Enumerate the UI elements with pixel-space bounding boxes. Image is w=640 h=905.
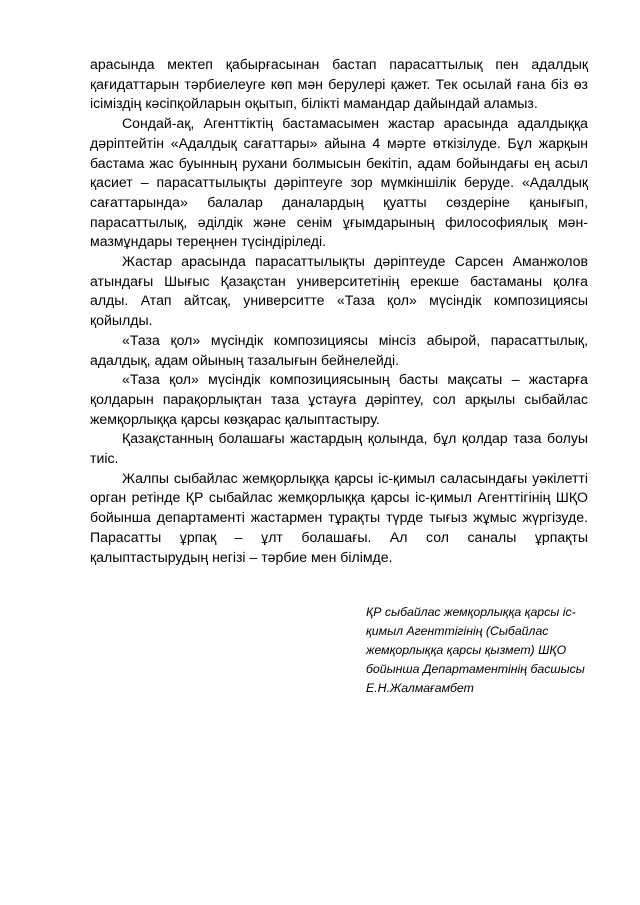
paragraph-continuation: арасында мектеп қабырғасынан бастап парасаттылық пен адалдық қағидаттарын тәрбиелеуге көп мән берулері қажет. Тек осылай ғана біз өз ісіміздің кәсіпқойларын оқытып, білікті мамандар дайындай аламыз. [90,56,588,112]
paragraph-composition-meaning: «Таза қол» мүсіндік композициясы мінсіз абырой, парасаттылық, адалдық, адам ойының тазалығын бейнелейді. [90,331,588,368]
paragraph-integrity-hours: Сондай-ақ, Агенттіктің бастамасымен жастар арасында адалдыққа дәріптейтін «Адалдық сағаттары» айына 4 мәрте өткізілуде. Бұл жарқын бастама жас буынның рухани болмысын бекітіп, адам бойындағы ең асыл қасиет – парасаттылықты дәріптеуге зор мүмкіншілік беруде. «Адалдық сағаттарында» балалар даналардың қуатты сөздеріне қанығып, парасаттылық, әділдік және сенім ұғымдарының философиялық мән-мазмұндары тереңнен түсіндіріледі. [90,115,588,250]
paragraph-future: Қазақстанның болашағы жастардың қолында, бұл қолдар таза болуы тиіс. [90,430,588,467]
paragraph-composition-goal: «Таза қол» мүсіндік композициясының басты мақсаты – жастарға қолдарын парақорлықтан таза ұстауға дәріптеу, сол арқылы сыбайлас жемқорлыққа қарсы көзқарас қалыптастыру. [90,371,588,427]
paragraph-university-initiative: Жастар арасында парасаттылықты дәріптеуде Сарсен Аманжолов атындағы Шығыс Қазақстан университетінің ерекше бастаманы қолға алды. Атап айтсақ, университте «Таза қол» мүсіндік композициясы қойылды. [90,253,588,329]
paragraph-conclusion: Жалпы сыбайлас жемқорлыққа қарсы іс-қимыл саласындағы уәкілетті орган ретінде ҚР сыбайлас жемқорлыққа қарсы іс-қимыл Агенттігінің ШҚО бойынша департаменті жастармен тұрақты түрде тығыз жұмыс жүргізуде. Парасатты ұрпақ – ұлт болашағы. Ал сол саналы ұрпақты қалыптастырудың негізі – тәрбие мен білімде. [90,469,588,565]
document-body [90,55,588,567]
signature-block: ҚР сыбайлас жемқорлыққа қарсы іс-қимыл Агенттігінің (Сыбайлас жемқорлыққа қарсы қызмет) ШҚО бойынша Департаментінің басшысы Е.Н.Жалмағамбет [366,605,585,695]
